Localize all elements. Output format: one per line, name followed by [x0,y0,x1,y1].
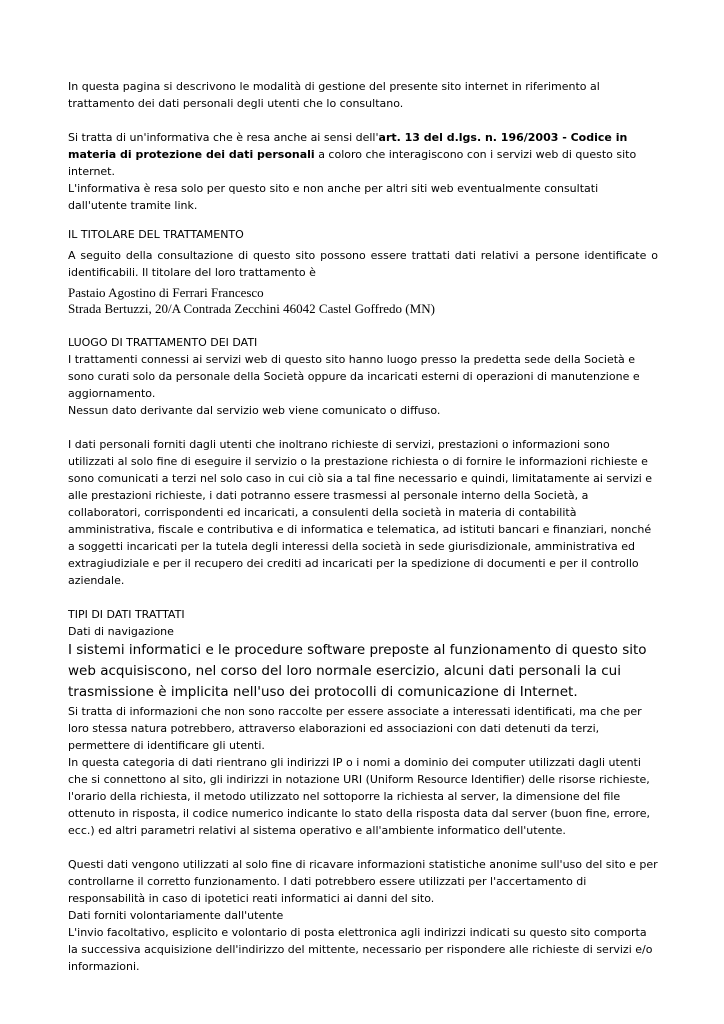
owner-name-line: Pastaio Agostino di Ferrari Francesco [68,285,264,300]
subheading-dati-navigazione: Dati di navigazione [68,625,174,638]
section-heading-titolare: IL TITOLARE DEL TRATTAMENTO [68,228,244,241]
tipi-body-paragraph-1: Si tratta di informazioni che non sono raccolte per essere associate a interessati identificati, ma che per loro stessa natura potrebbero, attraverso elaborazioni ed associazioni con dati detenuti da terzi, permettere di identificare gli utenti. [68,705,642,752]
law-reference-bold: art. 13 del d.lgs. n. 196/2003 - Codice in materia di protezione dei dati personali [68,131,628,161]
section-heading-luogo: LUOGO DI TRATTAMENTO DEI DATI [68,336,258,349]
section-heading-tipi: TIPI DI DATI TRATTATI [68,608,185,621]
subheading-dati-volontari: Dati forniti volontariamente dall'utente [68,909,284,922]
owner-address-line: Strada Bertuzzi, 20/A Contrada Zecchini 46042 Castel Goffredo (MN) [68,301,435,316]
tipi-body-paragraph-3: Questi dati vengono utilizzati al solo fine di ricavare informazioni statistiche anonime sull'uso del sito e per controllarne il corretto funzionamento. I dati potrebbero essere utilizzati per l'accertamento di responsabilità in caso di ipotetici reati informatici ai danni del sito. [68,858,658,905]
informativa-text-pre: Si tratta di un'informativa che è resa anche ai sensi dell' [68,131,379,144]
intro-paragraph: In questa pagina si descrivono le modalità di gestione del presente sito internet in riferimento al trattamento dei dati personali degli utenti che lo consultano. [68,80,600,110]
tipi-body-paragraph-2: In questa categoria di dati rientrano gli indirizzi IP o i nomi a dominio dei computer utilizzati dagli utenti che si connettono al sito, gli indirizzi in notazione URI (Uniform Resource Identifier) delle risorse richieste, l'orario della richiesta, il metodo utilizzato nel sottoporre la richiesta al server, la dimensione del file ottenuto in risposta, il codice numerico indicante lo stato della risposta data dal server (buon fine, errore, ecc.) ed altri parametri relativi al sistema operativo e all'ambiente informatico dell'utente. [68,756,650,837]
informativa-scope-paragraph: L'informativa è resa solo per questo sito e non anche per altri siti web eventualmente consultati dall'utente tramite link. [68,182,599,212]
titolare-body-paragraph: A seguito della consultazione di questo sito possono essere trattati dati relativi a persone identificate o identificabili. Il titolare del loro trattamento è [68,249,658,279]
luogo-body-paragraph-1: I trattamenti connessi ai servizi web di questo sito hanno luogo presso la predetta sede della Società e sono curati solo da personale della Società oppure da incaricati esterni di operazioni di manutenzione e aggiornamento. [68,353,640,400]
informativa-text-post: a coloro che interagiscono con i servizi web di questo sito internet. [68,148,637,178]
informativa-paragraph [68,129,658,180]
tipi-body-paragraph-4: L'invio facoltativo, esplicito e volontario di posta elettronica agli indirizzi indicati su questo sito comporta la successiva acquisizione dell'indirizzo del mittente, necessario per rispondere alle richieste di servizi e/o informazioni. [68,926,653,973]
sistemi-informatici-lead-paragraph: I sistemi informatici e le procedure software preposte al funzionamento di questo sito web acquisiscono, nel corso del loro normale esercizio, alcuni dati personali la cui trasmissione è implicita nell'uso dei protocolli di comunicazione di Internet. [68,642,647,700]
dati-personali-paragraph: I dati personali forniti dagli utenti che inoltrano richieste di servizi, prestazioni o informazioni sono utilizzati al solo fine di eseguire il servizio o la prestazione richiesta o di fornire le informazioni richieste e sono comunicati a terzi nel solo caso in cui ciò sia a tal fine necessario e quindi, limitatamente ai servizi e alle prestazioni richieste, i dati potranno essere trasmessi al personale interno della Società, a collaboratori, corrispondenti ed incaricati, a consulenti della società in materia di contabilità amministrativa, fiscale e contributiva e di informatica e telematica, ad istituti bancari e finanziari, nonché a soggetti incaricati per la tutela degli interessi della società in sede giurisdizionale, amministrativa ed extragiudiziale e per il recupero dei crediti ad incaricati per la spedizione di documenti e per il controllo aziendale. [68,438,653,587]
luogo-body-paragraph-2: Nessun dato derivante dal servizio web viene comunicato o diffuso. [68,404,441,417]
